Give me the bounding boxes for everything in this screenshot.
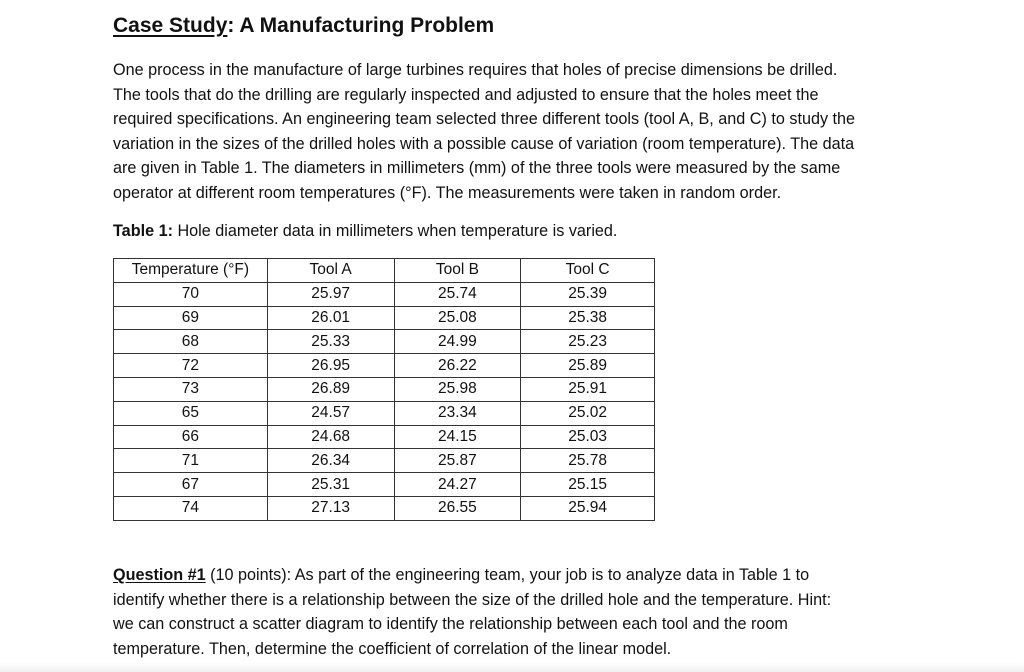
table-caption <box>113 222 617 241</box>
table-row <box>114 401 655 425</box>
table-header-row <box>114 259 655 283</box>
table-row <box>114 377 655 401</box>
cell-temperature: 70 <box>114 282 268 306</box>
question-block <box>113 563 943 661</box>
question-line: we can construct a scatter diagram to identify the relationship between each tool and the room <box>113 615 788 634</box>
hole-diameter-table <box>113 258 655 521</box>
cell-tool-a: 24.68 <box>267 425 394 449</box>
title-rest: : A Manufacturing Problem <box>227 14 495 37</box>
header-tool-c: Tool C <box>521 259 655 283</box>
cell-temperature: 67 <box>114 473 268 497</box>
cell-tool-a: 26.95 <box>267 354 394 378</box>
question-line: temperature. Then, determine the coefficient of correlation of the linear model. <box>113 639 672 658</box>
cell-temperature: 73 <box>114 377 268 401</box>
header-tool-b: Tool B <box>394 259 521 283</box>
cell-tool-c: 25.78 <box>521 449 655 473</box>
cell-tool-b: 24.99 <box>394 330 521 354</box>
cell-tool-b: 23.34 <box>394 401 521 425</box>
intro-line: The tools that do the drilling are regularly inspected and adjusted to ensure that the holes meet the <box>113 85 819 104</box>
cell-tool-c: 25.15 <box>521 473 655 497</box>
cell-temperature: 65 <box>114 401 268 425</box>
question-line: identify whether there is a relationship between the size of the drilled hole and the temperature. Hint: <box>113 590 832 609</box>
cell-tool-b: 25.08 <box>394 306 521 330</box>
cell-tool-b: 24.15 <box>394 425 521 449</box>
cell-temperature: 71 <box>114 449 268 473</box>
cell-tool-b: 25.87 <box>394 449 521 473</box>
cell-tool-c: 25.39 <box>521 282 655 306</box>
cell-tool-b: 25.98 <box>394 377 521 401</box>
cell-temperature: 72 <box>114 354 268 378</box>
table-row <box>114 473 655 497</box>
cell-tool-c: 25.23 <box>521 330 655 354</box>
question-label: Question #1 <box>113 566 206 584</box>
table-row <box>114 425 655 449</box>
intro-line: operator at different room temperatures (°F). The measurements were taken in random order. <box>113 183 782 202</box>
cell-tool-b: 26.22 <box>394 354 521 378</box>
cell-tool-a: 26.34 <box>267 449 394 473</box>
cell-tool-c: 25.38 <box>521 306 655 330</box>
question-line <box>113 563 943 588</box>
cell-tool-a: 25.33 <box>267 330 394 354</box>
cell-tool-a: 26.89 <box>267 377 394 401</box>
cell-temperature: 68 <box>114 330 268 354</box>
table-row <box>114 354 655 378</box>
intro-line: variation in the sizes of the drilled holes with a possible cause of variation (room temperature). The data <box>113 134 855 153</box>
cell-tool-b: 26.55 <box>394 496 521 520</box>
page-title <box>113 14 494 38</box>
cell-tool-c: 25.94 <box>521 496 655 520</box>
cell-tool-c: 25.89 <box>521 354 655 378</box>
intro-line: are given in Table 1. The diameters in millimeters (mm) of the three tools were measured by the same <box>113 159 841 178</box>
table-row <box>114 330 655 354</box>
title-underlined: Case Study <box>113 14 228 37</box>
cell-temperature: 74 <box>114 496 268 520</box>
cell-tool-c: 25.91 <box>521 377 655 401</box>
cell-tool-a: 27.13 <box>267 496 394 520</box>
cell-temperature: 69 <box>114 306 268 330</box>
page-bottom-shadow <box>0 662 1024 672</box>
header-tool-a: Tool A <box>267 259 394 283</box>
intro-line: One process in the manufacture of large turbines requires that holes of precise dimensions be drilled. <box>113 61 838 79</box>
table-row <box>114 282 655 306</box>
cell-tool-a: 26.01 <box>267 306 394 330</box>
cell-tool-b: 24.27 <box>394 473 521 497</box>
table-caption-text: Hole diameter data in millimeters when temperature is varied. <box>172 222 618 240</box>
intro-line: required specifications. An engineering team selected three different tools (tool A, B, and C) to study the <box>113 110 856 129</box>
cell-tool-b: 25.74 <box>394 282 521 306</box>
cell-temperature: 66 <box>114 425 268 449</box>
cell-tool-a: 25.97 <box>267 282 394 306</box>
cell-tool-a: 24.57 <box>267 401 394 425</box>
table-caption-label: Table 1: <box>113 222 173 240</box>
table-row <box>114 496 655 520</box>
cell-tool-c: 25.02 <box>521 401 655 425</box>
header-temperature: Temperature (°F) <box>114 259 268 283</box>
table-row <box>114 306 655 330</box>
cell-tool-c: 25.03 <box>521 425 655 449</box>
question-line1-rest: (10 points): As part of the engineering team, your job is to analyze data in Table 1 to <box>205 566 810 584</box>
table-row <box>114 449 655 473</box>
cell-tool-a: 25.31 <box>267 473 394 497</box>
intro-paragraph <box>113 58 943 206</box>
